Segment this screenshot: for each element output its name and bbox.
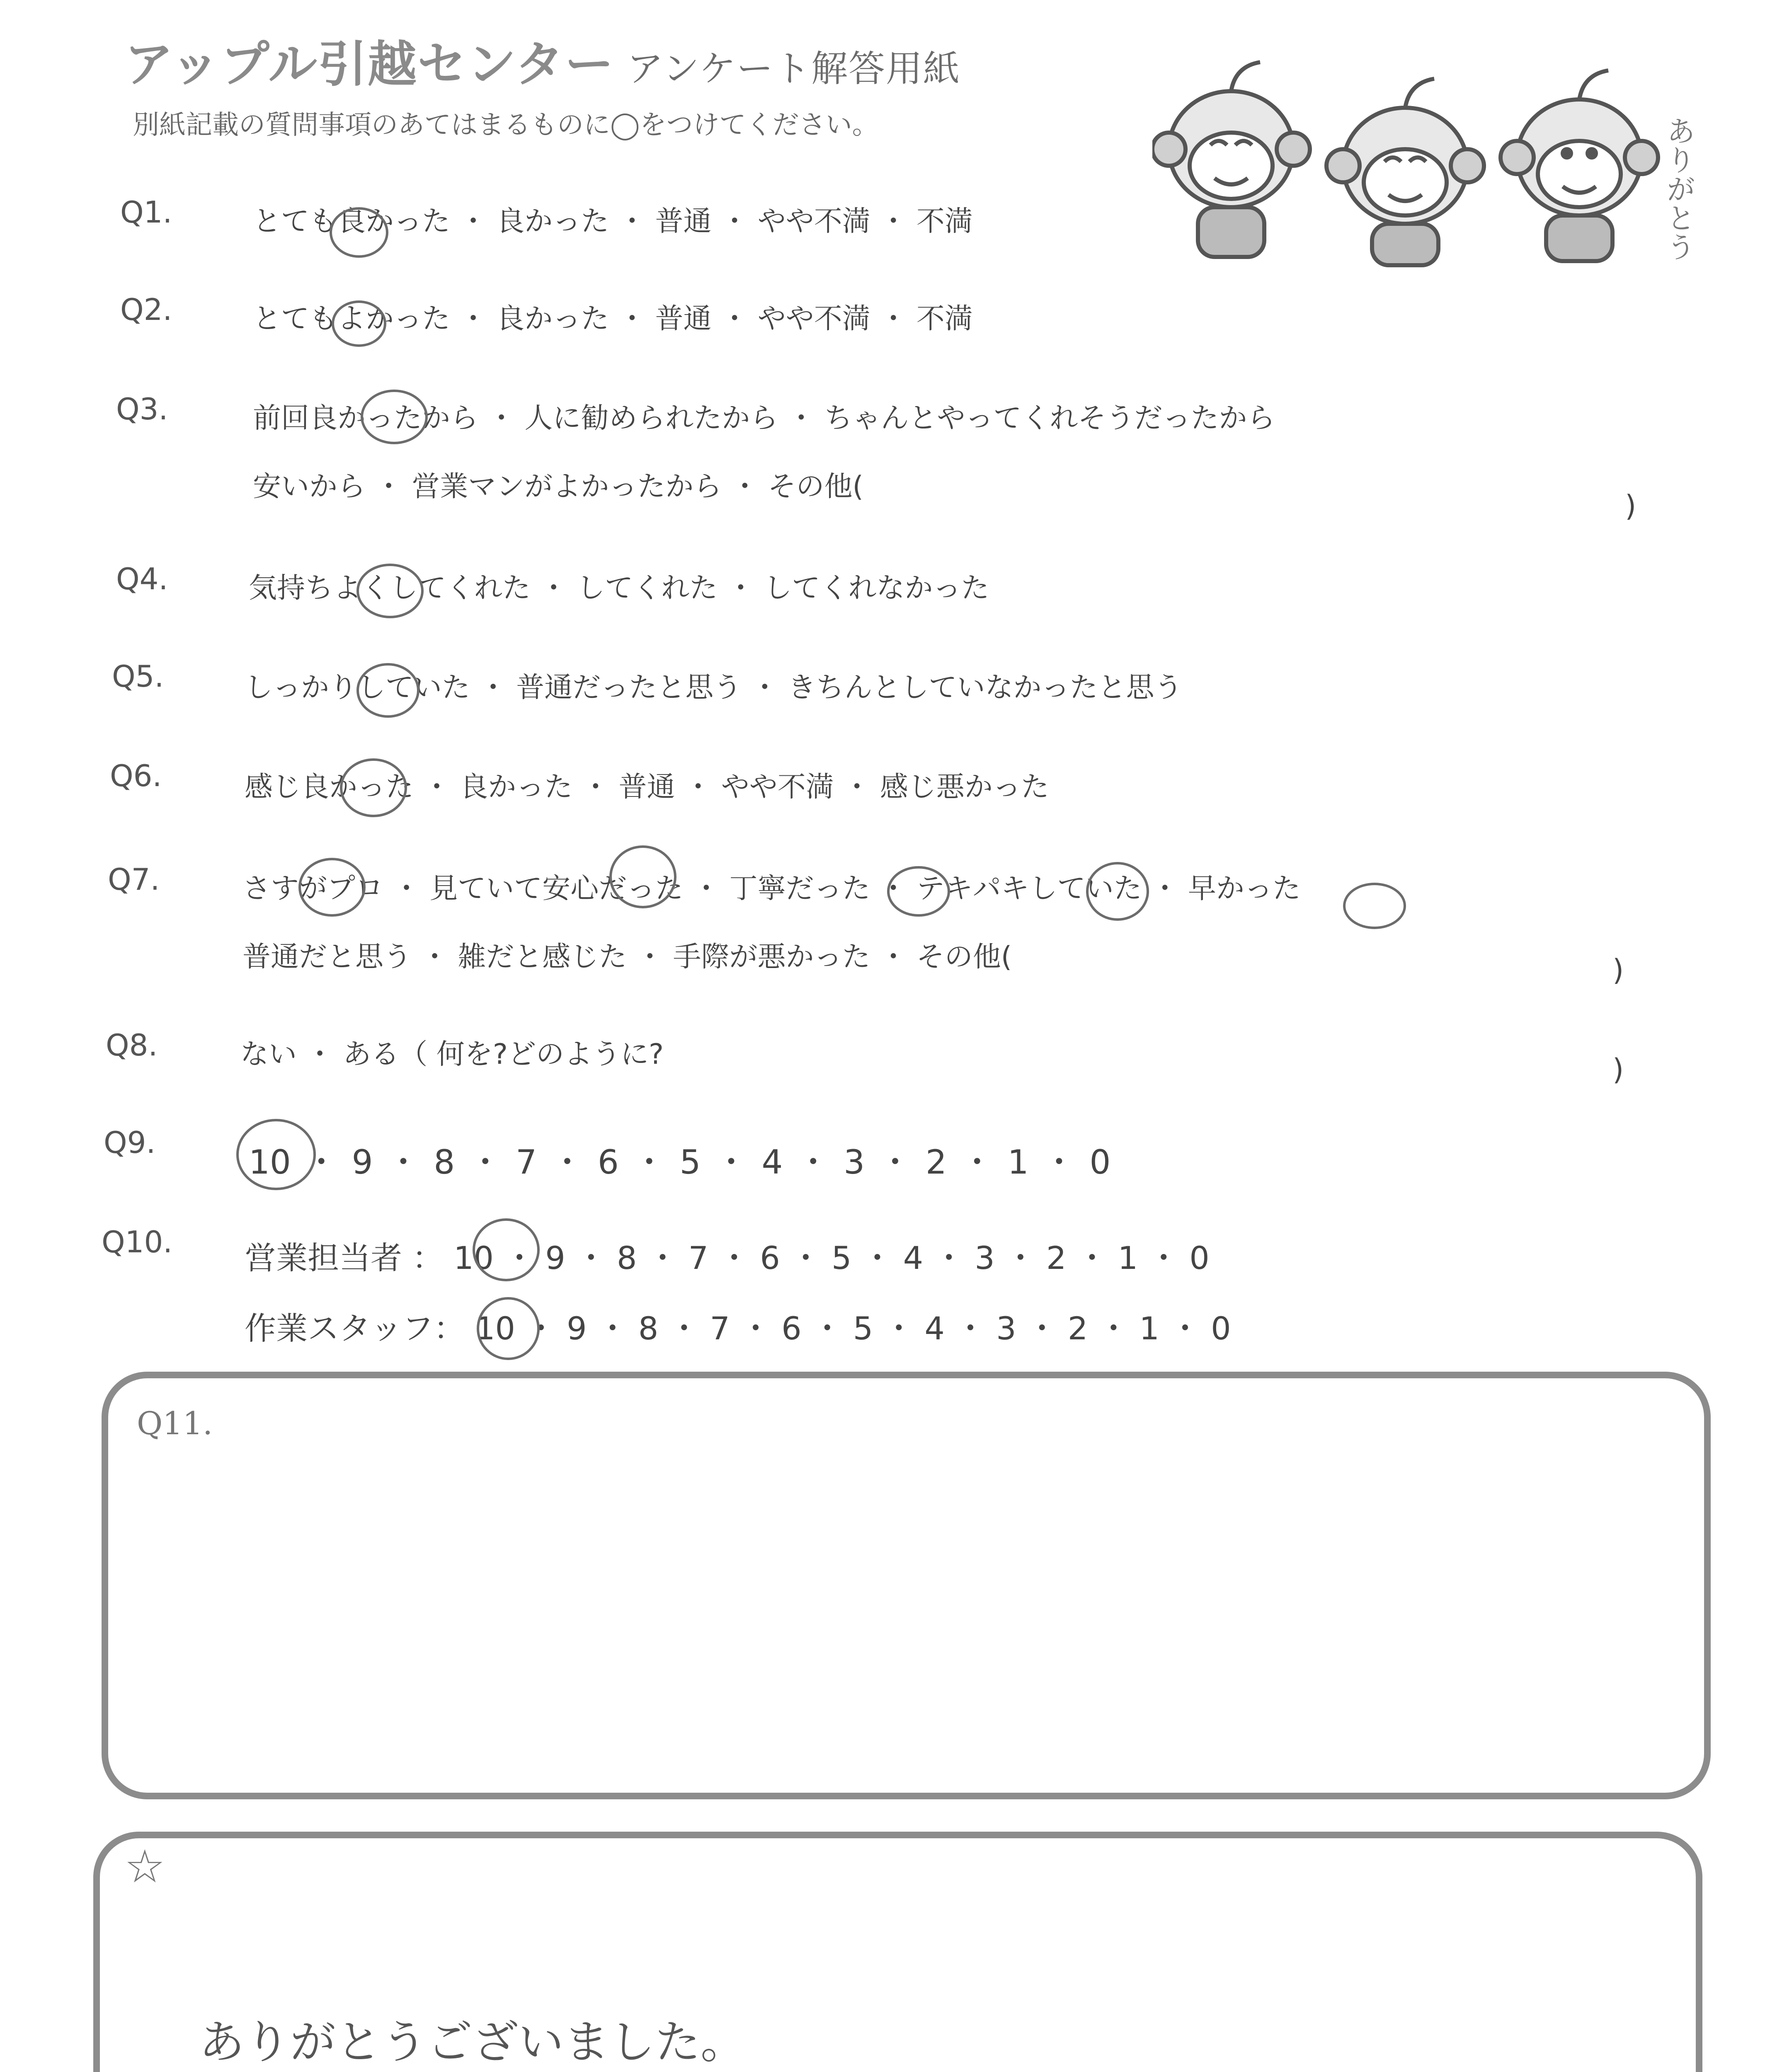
answer-circle-q7-hayai xyxy=(1343,883,1406,929)
q9-scale: 10 ・ 9 ・ 8 ・ 7 ・ 6 ・ 5 ・ 4 ・ 3 ・ 2 ・ 1 ・ 0 xyxy=(249,1143,1111,1181)
answer-circle-q2 xyxy=(332,300,386,347)
q3-label: Q3. xyxy=(116,392,168,426)
form-title xyxy=(124,25,960,95)
monkey-2-icon xyxy=(1326,79,1484,265)
monkey-mascots-illustration xyxy=(1152,46,1700,269)
q1-options: とても良かった ・ 良かった ・ 普通 ・ やや不満 ・ 不満 xyxy=(253,205,973,238)
star-comment: ありがとうございました。 xyxy=(199,2016,746,2069)
q7-close-paren: ) xyxy=(1612,953,1624,987)
q8-options: ない ・ ある（ 何を?どのように? xyxy=(240,1038,664,1071)
q5-label: Q5. xyxy=(112,659,164,694)
q10-label: Q10. xyxy=(102,1225,173,1259)
q2-label: Q2. xyxy=(120,292,172,327)
star-label: ☆ xyxy=(124,1840,165,1893)
answer-circle-q7-tekipaki xyxy=(1086,862,1149,921)
q3-options-line1: 前回良かったから ・ 人に勧められたから ・ ちゃんとやってくれそうだったから xyxy=(253,402,1275,435)
instruction-text: 別紙記載の質問事項のあてはまるものに◯をつけてください。 xyxy=(133,110,879,140)
q2-options: とてもよかった ・ 良かった ・ 普通 ・ やや不満 ・ 不満 xyxy=(253,303,973,335)
q9-label: Q9. xyxy=(104,1125,156,1160)
q10-staff-scale: 作業スタッフ： 10 ・ 9 ・ 8 ・ 7 ・ 6 ・ 5 ・ 4 ・ 3 ・ 2 ・ 1 ・ 0 xyxy=(245,1310,1231,1347)
q11-label: Q11. xyxy=(137,1405,213,1442)
answer-circle-q5 xyxy=(356,663,419,718)
q4-label: Q4. xyxy=(116,562,168,596)
q3-options-line2: 安いから ・ 営業マンがよかったから ・ その他( xyxy=(253,470,863,503)
q5-options: しっかりしていた ・ 普通だったと思う ・ きちんとしていなかったと思う xyxy=(245,671,1183,704)
company-name: アップル引越センター xyxy=(124,36,615,93)
q8-label: Q8. xyxy=(106,1028,158,1063)
answer-circle-q1 xyxy=(330,207,388,258)
q8-close-paren: ) xyxy=(1612,1053,1624,1087)
q1-label: Q1. xyxy=(120,195,172,230)
answer-circle-q7-pro xyxy=(298,858,366,917)
q10-sales-scale: 営業担当者 ： 10 ・ 9 ・ 8 ・ 7 ・ 6 ・ 5 ・ 4 ・ 3 ・ 2 ・ 1 ・ 0 xyxy=(245,1239,1210,1276)
answer-circle-q7-teinei xyxy=(887,866,950,917)
q6-options: 感じ良かった ・ 良かった ・ 普通 ・ やや不満 ・ 感じ悪かった xyxy=(245,771,1049,804)
answer-circle-q7-anshin xyxy=(609,845,676,908)
monkey-1-icon xyxy=(1152,62,1310,257)
answer-circle-q10-sales xyxy=(473,1218,540,1281)
answer-circle-q4 xyxy=(356,564,424,618)
q7-options-line1: さすがプロ ・ 見ていて安心だった ・ 丁寧だった ・ テキパキしていた ・ 早かった xyxy=(242,872,1301,905)
q3-close-paren: ) xyxy=(1625,489,1637,523)
answer-circle-q3 xyxy=(361,390,428,444)
form-subtitle: アンケート解答用紙 xyxy=(627,47,961,90)
q7-options-line2: 普通だと思う ・ 雑だと感じた ・ 手際が悪かった ・ その他( xyxy=(242,941,1012,973)
q4-options: 気持ちよくしてくれた ・ してくれた ・ してくれなかった xyxy=(249,572,989,605)
answer-circle-q9 xyxy=(236,1119,316,1190)
answer-circle-q10-staff xyxy=(477,1297,540,1360)
q7-label: Q7. xyxy=(108,862,160,897)
q11-comment-box xyxy=(102,1372,1711,1799)
answer-circle-q6 xyxy=(340,758,407,817)
monkey-3-icon xyxy=(1501,70,1658,261)
thanks-text: ありがとう xyxy=(1662,116,1696,261)
q6-label: Q6. xyxy=(110,758,162,793)
